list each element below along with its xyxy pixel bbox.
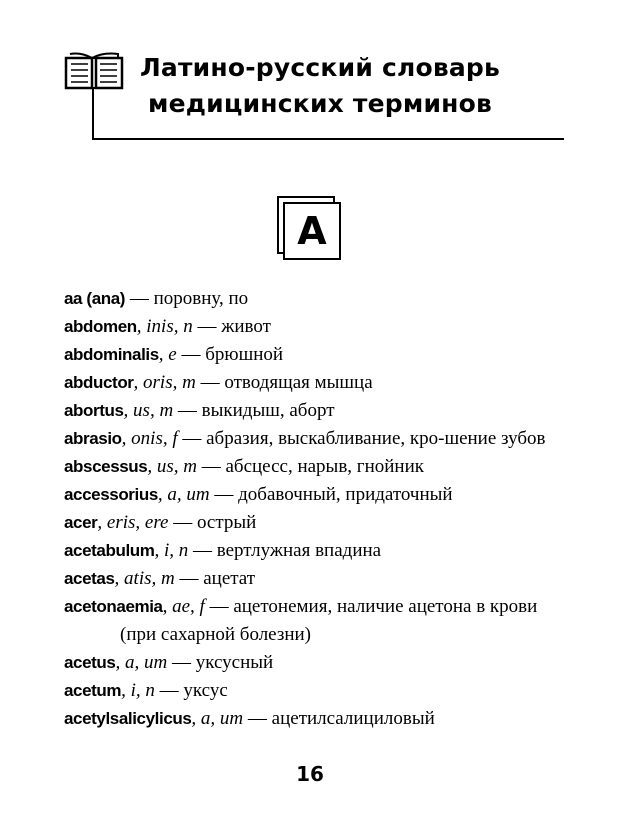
entry-definition: — живот [192,316,271,337]
entry-headword: acetus [64,653,116,672]
entry-grammar: , onis, f [121,428,178,449]
open-book-icon [64,52,124,92]
dictionary-entry [64,425,568,453]
entry-definition: — абсцесс, нарыв, гнойник [196,456,424,477]
dictionary-entry [64,341,568,369]
entry-definition: — ацетонемия, наличие ацетона в крови (при сахарной болезни) [120,596,538,645]
entry-definition: — острый [168,512,257,533]
dictionary-entry [64,481,568,509]
entry-headword: acetas [64,569,115,588]
header-vertical-rule [92,88,94,140]
entry-headword: abductor [64,373,134,392]
dictionary-entry [64,369,568,397]
page-header [0,0,620,150]
entry-grammar: , a, um [157,484,210,505]
dictionary-entry [64,593,568,649]
entry-headword: abortus [64,401,124,420]
letter-box-frame [283,202,341,260]
dictionary-entry [64,677,568,705]
entry-grammar: , a, um [191,708,244,729]
entry-definition: — ацетилсалициловый [243,708,435,729]
dictionary-entry [64,397,568,425]
entry-definition: — уксусный [167,652,274,673]
title-line-2: медицинских терминов [147,89,493,118]
entry-definition: — ацетат [174,568,256,589]
entry-headword: aa (ana) [64,289,126,308]
section-letter: A [297,209,327,253]
entry-definition: — вертлужная впадина [188,540,382,561]
entry-headword: acetum [64,681,122,700]
entry-definition: — уксус [154,680,228,701]
entry-headword: abdomen [64,317,137,336]
entry-grammar: , i, n [121,680,155,701]
dictionary-entry [64,537,568,565]
dictionary-entry [64,705,568,733]
entry-grammar: , inis, n [136,316,193,337]
entry-headword: acetonaemia [64,597,163,616]
entry-definition: — абразия, выскабливание, кро-шение зубов [177,428,546,449]
dictionary-entry [64,313,568,341]
dictionary-entry [64,509,568,537]
entry-headword: acetabulum [64,541,155,560]
entry-headword: abrasio [64,429,122,448]
entry-headword: abdominalis [64,345,159,364]
entry-headword: acer [64,513,98,532]
dictionary-entry [64,649,568,677]
page-number: 16 [296,762,324,786]
entry-grammar: , eris, ere [97,512,169,533]
entry-grammar: , i, n [154,540,189,561]
entry-grammar: , us, m [147,456,197,477]
entry-grammar: , ae, f [162,596,205,617]
dictionary-entry [64,285,568,313]
header-horizontal-rule [92,138,564,140]
dictionary-entries [64,285,568,733]
section-letter-box [277,196,341,260]
entry-grammar: , atis, m [114,568,175,589]
entry-grammar: , a, um [115,652,168,673]
entry-grammar: , oris, m [133,372,196,393]
dictionary-entry [64,565,568,593]
entry-definition: — отводящая мышца [195,372,373,393]
entry-grammar: , e [158,344,177,365]
entry-headword: accessorius [64,485,158,504]
entry-definition: — брюшной [176,344,284,365]
entry-headword: acetylsalicylicus [64,709,192,728]
entry-definition: — поровну, по [125,288,249,309]
entry-headword: abscessus [64,457,148,476]
page-title [120,50,520,122]
dictionary-entry [64,453,568,481]
title-line-1: Латино-русский словарь [139,53,501,82]
entry-grammar: , us, m [123,400,174,421]
entry-definition: — выкидыш, аборт [173,400,335,421]
entry-definition: — добавочный, придаточный [209,484,453,505]
